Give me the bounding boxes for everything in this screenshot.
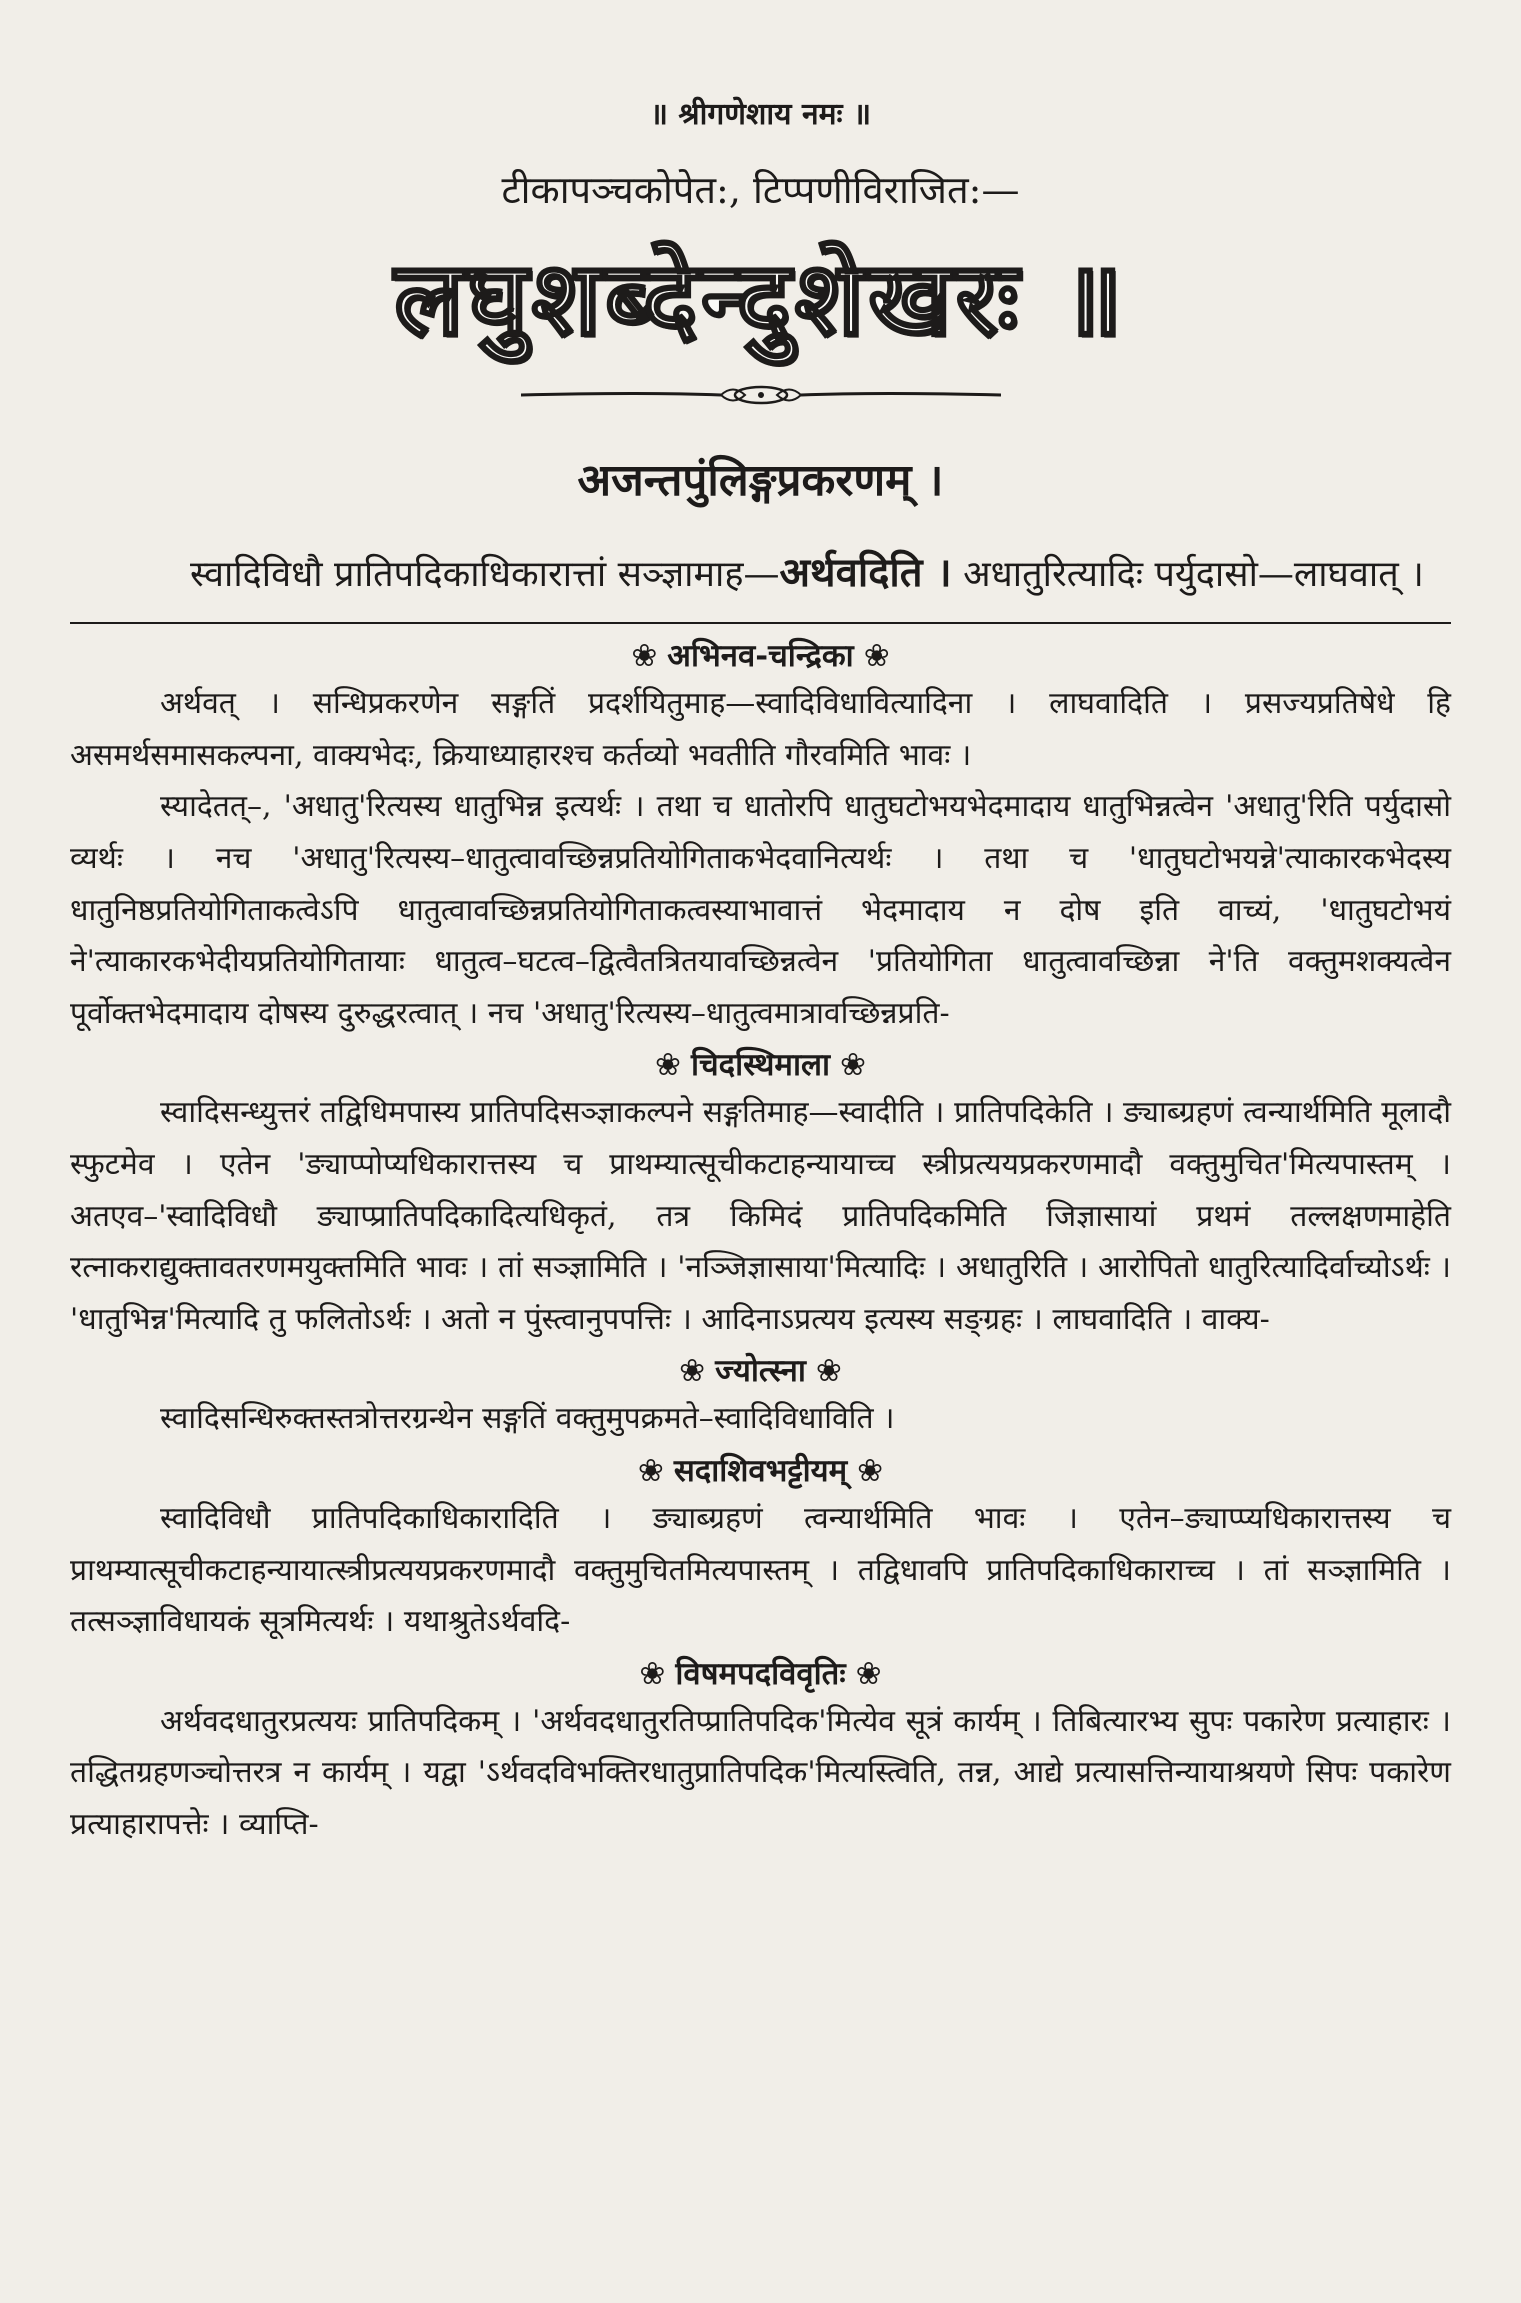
flower-icon: ❀ <box>679 1353 706 1390</box>
intro-text <box>70 538 1451 608</box>
commentary-heading-4: ❀ सदाशिवभट्टीयम् ❀ <box>637 1453 884 1490</box>
invocation: ॥ श्रीगणेशाय नमः ॥ <box>649 97 872 132</box>
flower-icon: ❀ <box>863 638 890 675</box>
commentary-paragraph: स्वादिसन्ध्युत्तरं तद्विधिमपास्य प्रातिपदिसञ्ज्ञाकल्पने सङ्गतिमाह—स्वादीति । प्रातिपदिकेति । ङ्याब्ग्रहणं त्वन्यार्थमिति मूलादौ स्फुटमेव । एतेन 'ङ्याप्पोप्यधिकारात्तस्य च प्राथम्यात्सूचीकटाहन्यायाच्च स्त्रीप्रत्ययप्रकरणमादौ वक्तुमुचित'मित्यपास्तम् । अतएव–'स्वादिविधौ ङ्याप्प्रातिपदिकादित्यधिकृतं, तत्र किमिदं प्रातिपदिकमिति जिज्ञासायां प्रथमं तल्लक्षणमाहेति रत्नाकराद्युक्तावतरणमयुक्तमिति भावः । तां सञ्ज्ञामिति । 'नञ्जिज्ञासाया'मित्यादिः । अधातुरिति । आरोपितो धातुरित्यादिर्वाच्योऽर्थः । 'धातुभिन्न'मित्यादि तु फलितोऽर्थः । अतो न पुंस्त्वानुपपत्तिः । आदिनाऽप्रत्यय इत्यस्य सङ्ग्रहः । लाघवादिति । वाक्य- <box>70 1095 1451 1337</box>
intro-highlight: अर्थवदिति । <box>779 549 952 597</box>
commentary-heading-5: ❀ विषमपदविवृतिः ❀ <box>639 1655 882 1692</box>
intro-text-part: स्वादिविधौ प्रातिपदिकाधिकारात्तां सञ्ज्ञामाह— <box>190 554 780 596</box>
flower-icon: ❀ <box>840 1047 867 1084</box>
subtitle: टीकापञ्चकोपेत:, टिप्पणीविराजित:— <box>501 168 1020 212</box>
commentary-heading-3: ❀ ज्योत्स्ना ❀ <box>679 1353 842 1390</box>
book-title: लघुशब्देन्दुशेखरः ॥ <box>394 239 1127 359</box>
flower-icon: ❀ <box>637 1453 664 1490</box>
commentary-paragraph: स्वादिसन्धिरुक्तस्तत्रोत्तरग्रन्थेन सङ्गतिं वक्तुमुपक्रमते–स्वादिविधाविति । <box>160 1401 895 1437</box>
horizontal-rule <box>70 622 1451 624</box>
commentary-paragraph: अर्थवत् । सन्धिप्रकरणेन सङ्गतिं प्रदर्शयितुमाह—स्वादिविधावित्यादिना । लाघवादिति । प्रसज्यप्रतिषेधे हि असमर्थसमासकल्पना, वाक्यभेदः, क्रियाध्याहारश्च कर्तव्यो भवतीति गौरवमिति भावः । <box>70 686 1451 773</box>
flower-icon: ❀ <box>631 638 658 675</box>
flower-icon: ❀ <box>815 1353 842 1390</box>
commentary-paragraph: स्वादिविधौ प्रातिपदिकाधिकारादिति । ङ्याब्ग्रहणं त्वन्यार्थमिति भावः । एतेन–ङ्याप्प्यधिकारात्तस्य च प्राथम्यात्सूचीकटाहन्यायात्स्त्रीप्रत्ययप्रकरणमादौ वक्तुमुचितमित्यपास्तम् । तद्विधावपि प्रातिपदिकाधिकाराच्च । तां सञ्ज्ञामिति । तत्सञ्ज्ञाविधायकं सूत्रमित्यर्थः । यथाश्रुतेऽर्थवदि- <box>70 1501 1451 1640</box>
commentary-heading-2: ❀ चिदस्थिमाला ❀ <box>654 1047 867 1084</box>
intro-text-tail: अधातुरित्यादिः पर्युदासो—लाघवात् । <box>951 554 1424 596</box>
commentary-paragraph: अर्थवदधातुरप्रत्ययः प्रातिपदिकम् । 'अर्थवदधातुरतिप्प्रातिपदिक'मित्येव सूत्रं कार्यम् । तिबित्यारभ्य सुपः पकारेण प्रत्याहारः । तद्धितग्रहणञ्चोत्तरत्र न कार्यम् । यद्वा 'ऽर्थवदविभक्तिरधातुप्रातिपदिक'मित्यस्त्विति, तन्न, आद्ये प्रत्यासत्तिन्यायाश्रयणे सिपः पकारेण प्रत्याहारापत्तेः । व्याप्ति- <box>70 1703 1451 1842</box>
section-title: अजन्तपुंलिङ्गप्रकरणम् । <box>577 455 944 507</box>
commentary-paragraph: स्यादेतत्–, 'अधातु'रित्यस्य धातुभिन्न इत्यर्थः । तथा च धातोरपि धातुघटोभयभेदमादाय धातुभिन्नत्वेन 'अधातु'रिति पर्युदासो व्यर्थः । नच 'अधातु'रित्यस्य–धातुत्वावच्छिन्नप्रतियोगिताकभेदवानित्यर्थः । तथा च 'धातुघटोभयन्ने'त्याकारकभेदस्य धातुनिष्ठप्रतियोगिताकत्वेऽपि धातुत्वावच्छिन्नप्रतियोगिताकत्वस्याभावात्तं भेदमादाय न दोष इति वाच्यं, 'धातुघटोभयं ने'त्याकारकभेदीयप्रतियोगितायाः धातुत्व–घटत्व–द्वित्वैतत्रितयावच्छिन्नत्वेन 'प्रतियोगिता धातुत्वावच्छिन्ना ने'ति वक्तुमशक्यत्वेन पूर्वोक्तभेदमादाय दोषस्य दुरुद्धरत्वात् । नच 'अधातु'रित्यस्य–धातुत्वमात्रावच्छिन्नप्रति- <box>70 789 1451 1031</box>
flower-icon: ❀ <box>857 1453 884 1490</box>
flower-icon: ❀ <box>639 1655 666 1692</box>
title-ornament <box>70 382 1451 408</box>
flower-icon: ❀ <box>855 1655 882 1692</box>
flower-icon: ❀ <box>654 1047 681 1084</box>
ornament-divider-icon <box>521 382 1001 408</box>
commentary-heading-1: ❀ अभिनव-चन्द्रिका ❀ <box>631 638 890 675</box>
